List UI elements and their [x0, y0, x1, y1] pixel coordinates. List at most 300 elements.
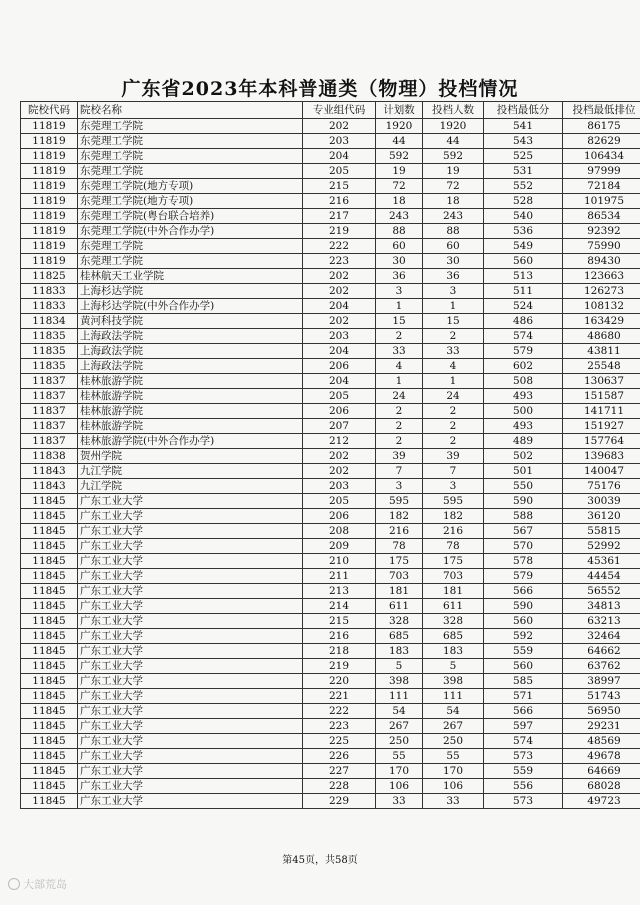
cell-admitted-count: 267 — [423, 719, 484, 734]
cell-admitted-count: 170 — [423, 764, 484, 779]
cell-plan-count: 703 — [376, 569, 423, 584]
cell-group-code: 218 — [303, 644, 376, 659]
cell-group-code: 203 — [303, 479, 376, 494]
table-row — [21, 434, 640, 449]
cell-min-score: 486 — [484, 314, 563, 329]
cell-school-code: 11838 — [21, 449, 78, 464]
table-row — [21, 674, 640, 689]
cell-school-name: 广东工业大学 — [78, 539, 303, 554]
cell-plan-count: 243 — [376, 209, 423, 224]
cell-admitted-count: 7 — [423, 464, 484, 479]
table-row — [21, 599, 640, 614]
cell-group-code: 212 — [303, 434, 376, 449]
header-admitted-count: 投档人数 — [423, 102, 484, 119]
cell-school-code: 11835 — [21, 359, 78, 374]
cell-school-name: 桂林旅游学院 — [78, 419, 303, 434]
table-row — [21, 119, 640, 134]
cell-admitted-count: 36 — [423, 269, 484, 284]
cell-admitted-count: 5 — [423, 659, 484, 674]
cell-min-rank: 92392 — [563, 224, 640, 239]
cell-min-score: 493 — [484, 389, 563, 404]
cell-min-rank: 157764 — [563, 434, 640, 449]
cell-min-score: 571 — [484, 689, 563, 704]
cell-plan-count: 685 — [376, 629, 423, 644]
cell-min-score: 585 — [484, 674, 563, 689]
cell-admitted-count: 3 — [423, 284, 484, 299]
cell-plan-count: 595 — [376, 494, 423, 509]
cell-school-code: 11819 — [21, 239, 78, 254]
cell-min-score: 525 — [484, 149, 563, 164]
cell-min-score: 573 — [484, 749, 563, 764]
cell-plan-count: 18 — [376, 194, 423, 209]
cell-plan-count: 24 — [376, 389, 423, 404]
cell-group-code: 204 — [303, 299, 376, 314]
header-plan-count: 计划数 — [376, 102, 423, 119]
cell-admitted-count: 72 — [423, 179, 484, 194]
table-row — [21, 719, 640, 734]
cell-min-rank: 64662 — [563, 644, 640, 659]
cell-school-name: 广东工业大学 — [78, 509, 303, 524]
cell-group-code: 204 — [303, 374, 376, 389]
cell-min-score: 579 — [484, 569, 563, 584]
cell-school-name: 广东工业大学 — [78, 734, 303, 749]
cell-min-rank: 52992 — [563, 539, 640, 554]
cell-min-rank: 82629 — [563, 134, 640, 149]
cell-min-score: 559 — [484, 764, 563, 779]
cell-admitted-count: 39 — [423, 449, 484, 464]
cell-group-code: 222 — [303, 239, 376, 254]
cell-admitted-count: 15 — [423, 314, 484, 329]
cell-min-score: 549 — [484, 239, 563, 254]
cell-min-score: 540 — [484, 209, 563, 224]
cell-admitted-count: 106 — [423, 779, 484, 794]
table-row — [21, 554, 640, 569]
table-row — [21, 464, 640, 479]
cell-school-name: 广东工业大学 — [78, 644, 303, 659]
page-title: 广东省2023年本科普通类（物理）投档情况 — [121, 78, 519, 100]
cell-group-code: 202 — [303, 119, 376, 134]
cell-min-score: 528 — [484, 194, 563, 209]
cell-min-rank: 49678 — [563, 749, 640, 764]
cell-school-name: 广东工业大学 — [78, 779, 303, 794]
cell-admitted-count: 1 — [423, 374, 484, 389]
cell-admitted-count: 88 — [423, 224, 484, 239]
cell-min-rank: 49723 — [563, 794, 640, 809]
cell-admitted-count: 78 — [423, 539, 484, 554]
table-row — [21, 749, 640, 764]
cell-school-name: 广东工业大学 — [78, 614, 303, 629]
cell-admitted-count: 3 — [423, 479, 484, 494]
cell-school-code: 11845 — [21, 539, 78, 554]
cell-school-code: 11845 — [21, 794, 78, 809]
cell-admitted-count: 175 — [423, 554, 484, 569]
cell-min-rank: 72184 — [563, 179, 640, 194]
cell-min-score: 501 — [484, 464, 563, 479]
cell-min-rank: 68028 — [563, 779, 640, 794]
cell-min-rank: 25548 — [563, 359, 640, 374]
cell-admitted-count: 19 — [423, 164, 484, 179]
cell-group-code: 216 — [303, 629, 376, 644]
cell-school-code: 11819 — [21, 179, 78, 194]
table-row — [21, 404, 640, 419]
cell-school-name: 广东工业大学 — [78, 584, 303, 599]
cell-plan-count: 181 — [376, 584, 423, 599]
cell-admitted-count: 54 — [423, 704, 484, 719]
cell-admitted-count: 328 — [423, 614, 484, 629]
cell-min-score: 560 — [484, 254, 563, 269]
cell-plan-count: 3 — [376, 479, 423, 494]
header-group-code: 专业组代码 — [303, 102, 376, 119]
cell-school-code: 11835 — [21, 344, 78, 359]
cell-min-score: 541 — [484, 119, 563, 134]
cell-school-code: 11845 — [21, 734, 78, 749]
cell-school-code: 11845 — [21, 689, 78, 704]
table-row — [21, 584, 640, 599]
cell-admitted-count: 216 — [423, 524, 484, 539]
cell-min-rank: 141711 — [563, 404, 640, 419]
cell-min-rank: 56552 — [563, 584, 640, 599]
table-row — [21, 734, 640, 749]
cell-school-name: 东莞理工学院(中外合作办学) — [78, 224, 303, 239]
cell-admitted-count: 30 — [423, 254, 484, 269]
cell-school-code: 11845 — [21, 494, 78, 509]
table-row — [21, 164, 640, 179]
cell-admitted-count: 1920 — [423, 119, 484, 134]
cell-min-score: 574 — [484, 329, 563, 344]
cell-school-code: 11837 — [21, 434, 78, 449]
cell-plan-count: 5 — [376, 659, 423, 674]
cell-school-code: 11819 — [21, 149, 78, 164]
cell-min-rank: 29231 — [563, 719, 640, 734]
cell-school-code: 11819 — [21, 209, 78, 224]
cell-school-code: 11845 — [21, 599, 78, 614]
cell-min-rank: 38997 — [563, 674, 640, 689]
cell-plan-count: 2 — [376, 419, 423, 434]
cell-group-code: 204 — [303, 149, 376, 164]
cell-group-code: 206 — [303, 509, 376, 524]
cell-school-code: 11845 — [21, 509, 78, 524]
cell-min-score: 531 — [484, 164, 563, 179]
cell-school-code: 11833 — [21, 284, 78, 299]
table-row — [21, 134, 640, 149]
cell-group-code: 227 — [303, 764, 376, 779]
table-row — [21, 179, 640, 194]
cell-admitted-count: 243 — [423, 209, 484, 224]
cell-plan-count: 611 — [376, 599, 423, 614]
cell-min-score: 500 — [484, 404, 563, 419]
header-school-code: 院校代码 — [21, 102, 78, 119]
cell-admitted-count: 183 — [423, 644, 484, 659]
cell-min-rank: 63762 — [563, 659, 640, 674]
cell-plan-count: 267 — [376, 719, 423, 734]
cell-min-rank: 163429 — [563, 314, 640, 329]
cell-group-code: 225 — [303, 734, 376, 749]
cell-group-code: 221 — [303, 689, 376, 704]
header-school-name: 院校名称 — [78, 102, 303, 119]
table-row — [21, 449, 640, 464]
cell-school-code: 11819 — [21, 224, 78, 239]
cell-school-code: 11819 — [21, 119, 78, 134]
cell-plan-count: 175 — [376, 554, 423, 569]
cell-school-name: 上海杉达学院 — [78, 284, 303, 299]
cell-min-rank: 140047 — [563, 464, 640, 479]
cell-min-score: 590 — [484, 494, 563, 509]
cell-min-rank: 45361 — [563, 554, 640, 569]
cell-school-code: 11845 — [21, 764, 78, 779]
cell-min-rank: 32464 — [563, 629, 640, 644]
cell-min-score: 573 — [484, 794, 563, 809]
cell-min-score: 560 — [484, 614, 563, 629]
cell-group-code: 228 — [303, 779, 376, 794]
cell-min-rank: 63213 — [563, 614, 640, 629]
cell-admitted-count: 182 — [423, 509, 484, 524]
cell-school-name: 贺州学院 — [78, 449, 303, 464]
table-body — [21, 119, 640, 809]
cell-group-code: 205 — [303, 164, 376, 179]
cell-school-code: 11845 — [21, 719, 78, 734]
cell-plan-count: 183 — [376, 644, 423, 659]
cell-plan-count: 2 — [376, 329, 423, 344]
table-row — [21, 269, 640, 284]
cell-school-name: 东莞理工学院(粤台联合培养) — [78, 209, 303, 224]
cell-min-rank: 89430 — [563, 254, 640, 269]
table-row — [21, 194, 640, 209]
cell-school-name: 东莞理工学院(地方专项) — [78, 194, 303, 209]
cell-school-name: 桂林旅游学院(中外合作办学) — [78, 434, 303, 449]
cell-group-code: 229 — [303, 794, 376, 809]
cell-school-name: 桂林航天工业学院 — [78, 269, 303, 284]
cell-plan-count: 398 — [376, 674, 423, 689]
cell-admitted-count: 2 — [423, 329, 484, 344]
cell-admitted-count: 33 — [423, 344, 484, 359]
cell-min-rank: 44454 — [563, 569, 640, 584]
cell-min-score: 552 — [484, 179, 563, 194]
cell-school-name: 上海杉达学院(中外合作办学) — [78, 299, 303, 314]
cell-school-code: 11845 — [21, 704, 78, 719]
cell-group-code: 202 — [303, 314, 376, 329]
cell-admitted-count: 44 — [423, 134, 484, 149]
cell-min-score: 590 — [484, 599, 563, 614]
cell-school-code: 11845 — [21, 644, 78, 659]
cell-school-name: 桂林旅游学院 — [78, 404, 303, 419]
cell-group-code: 205 — [303, 389, 376, 404]
header-min-score: 投档最低分 — [484, 102, 563, 119]
cell-school-name: 广东工业大学 — [78, 794, 303, 809]
cell-group-code: 213 — [303, 584, 376, 599]
cell-plan-count: 55 — [376, 749, 423, 764]
cell-group-code: 223 — [303, 719, 376, 734]
cell-admitted-count: 111 — [423, 689, 484, 704]
cell-plan-count: 2 — [376, 404, 423, 419]
cell-school-code: 11819 — [21, 254, 78, 269]
cell-admitted-count: 611 — [423, 599, 484, 614]
table-row — [21, 614, 640, 629]
table-row — [21, 509, 640, 524]
cell-school-name: 广东工业大学 — [78, 629, 303, 644]
table-row — [21, 314, 640, 329]
cell-plan-count: 33 — [376, 794, 423, 809]
table-row — [21, 494, 640, 509]
table-header-row — [21, 102, 640, 119]
cell-min-score: 550 — [484, 479, 563, 494]
cell-school-name: 九江学院 — [78, 464, 303, 479]
cell-plan-count: 44 — [376, 134, 423, 149]
cell-min-rank: 106434 — [563, 149, 640, 164]
cell-plan-count: 3 — [376, 284, 423, 299]
cell-plan-count: 592 — [376, 149, 423, 164]
cell-group-code: 222 — [303, 704, 376, 719]
cell-admitted-count: 55 — [423, 749, 484, 764]
cell-school-code: 11833 — [21, 299, 78, 314]
cell-admitted-count: 24 — [423, 389, 484, 404]
table-row — [21, 524, 640, 539]
cell-admitted-count: 595 — [423, 494, 484, 509]
cell-admitted-count: 685 — [423, 629, 484, 644]
cell-plan-count: 182 — [376, 509, 423, 524]
cell-min-score: 556 — [484, 779, 563, 794]
table-row — [21, 254, 640, 269]
cell-group-code: 205 — [303, 494, 376, 509]
cell-min-rank: 123663 — [563, 269, 640, 284]
cell-school-code: 11845 — [21, 659, 78, 674]
cell-school-name: 东莞理工学院 — [78, 149, 303, 164]
cell-school-code: 11835 — [21, 329, 78, 344]
cell-group-code: 208 — [303, 524, 376, 539]
cell-school-name: 广东工业大学 — [78, 764, 303, 779]
cell-min-score: 511 — [484, 284, 563, 299]
cell-min-score: 543 — [484, 134, 563, 149]
cell-school-name: 广东工业大学 — [78, 524, 303, 539]
cell-school-name: 广东工业大学 — [78, 704, 303, 719]
cell-min-rank: 36120 — [563, 509, 640, 524]
cell-school-name: 桂林旅游学院 — [78, 389, 303, 404]
table-row — [21, 389, 640, 404]
cell-school-code: 11837 — [21, 419, 78, 434]
cell-min-score: 489 — [484, 434, 563, 449]
cell-school-code: 11845 — [21, 629, 78, 644]
cell-admitted-count: 181 — [423, 584, 484, 599]
cell-school-name: 九江学院 — [78, 479, 303, 494]
cell-plan-count: 60 — [376, 239, 423, 254]
cell-plan-count: 111 — [376, 689, 423, 704]
cell-group-code: 203 — [303, 329, 376, 344]
cell-school-code: 11845 — [21, 614, 78, 629]
table-row — [21, 149, 640, 164]
cell-school-code: 11845 — [21, 569, 78, 584]
cell-admitted-count: 250 — [423, 734, 484, 749]
cell-min-score: 578 — [484, 554, 563, 569]
cell-admitted-count: 1 — [423, 299, 484, 314]
cell-school-name: 东莞理工学院 — [78, 239, 303, 254]
cell-group-code: 209 — [303, 539, 376, 554]
cell-min-score: 513 — [484, 269, 563, 284]
cell-plan-count: 216 — [376, 524, 423, 539]
cell-group-code: 203 — [303, 134, 376, 149]
cell-school-name: 广东工业大学 — [78, 554, 303, 569]
cell-school-code: 11845 — [21, 584, 78, 599]
cell-min-score: 579 — [484, 344, 563, 359]
cell-admitted-count: 2 — [423, 419, 484, 434]
cell-plan-count: 33 — [376, 344, 423, 359]
cell-group-code: 219 — [303, 224, 376, 239]
cell-school-code: 11819 — [21, 134, 78, 149]
cell-group-code: 202 — [303, 449, 376, 464]
cell-min-rank: 55815 — [563, 524, 640, 539]
cell-group-code: 226 — [303, 749, 376, 764]
cell-min-score: 508 — [484, 374, 563, 389]
cell-min-score: 567 — [484, 524, 563, 539]
cell-school-code: 11845 — [21, 554, 78, 569]
table-row — [21, 764, 640, 779]
cell-min-rank: 43811 — [563, 344, 640, 359]
cell-min-score: 566 — [484, 704, 563, 719]
cell-min-score: 574 — [484, 734, 563, 749]
cell-min-rank: 108132 — [563, 299, 640, 314]
cell-plan-count: 19 — [376, 164, 423, 179]
table-row — [21, 569, 640, 584]
cell-admitted-count: 18 — [423, 194, 484, 209]
cell-admitted-count: 4 — [423, 359, 484, 374]
table-row — [21, 224, 640, 239]
admissions-table — [20, 101, 640, 809]
cell-min-score: 536 — [484, 224, 563, 239]
cell-min-score: 559 — [484, 644, 563, 659]
cell-min-rank: 48680 — [563, 329, 640, 344]
cell-min-score: 602 — [484, 359, 563, 374]
cell-min-score: 566 — [484, 584, 563, 599]
cell-plan-count: 54 — [376, 704, 423, 719]
cell-school-code: 11819 — [21, 164, 78, 179]
cell-min-score: 597 — [484, 719, 563, 734]
cell-school-name: 东莞理工学院 — [78, 164, 303, 179]
cell-school-name: 广东工业大学 — [78, 719, 303, 734]
cell-school-name: 广东工业大学 — [78, 749, 303, 764]
cell-min-rank: 86175 — [563, 119, 640, 134]
cell-min-score: 524 — [484, 299, 563, 314]
cell-group-code: 207 — [303, 419, 376, 434]
cell-school-code: 11843 — [21, 479, 78, 494]
cell-plan-count: 7 — [376, 464, 423, 479]
cell-min-score: 560 — [484, 659, 563, 674]
cell-admitted-count: 33 — [423, 794, 484, 809]
cell-min-rank: 86534 — [563, 209, 640, 224]
cell-school-name: 东莞理工学院 — [78, 254, 303, 269]
cell-school-code: 11834 — [21, 314, 78, 329]
cell-min-rank: 30039 — [563, 494, 640, 509]
cell-min-rank: 64669 — [563, 764, 640, 779]
cell-min-rank: 51743 — [563, 689, 640, 704]
cell-min-score: 592 — [484, 629, 563, 644]
table-row — [21, 299, 640, 314]
table-row — [21, 284, 640, 299]
table-row — [21, 344, 640, 359]
table-row — [21, 644, 640, 659]
cell-min-rank: 126273 — [563, 284, 640, 299]
cell-plan-count: 72 — [376, 179, 423, 194]
cell-group-code: 217 — [303, 209, 376, 224]
cell-school-code: 11837 — [21, 389, 78, 404]
cell-school-code: 11819 — [21, 194, 78, 209]
cell-min-score: 502 — [484, 449, 563, 464]
cell-school-name: 上海政法学院 — [78, 329, 303, 344]
cell-school-code: 11837 — [21, 374, 78, 389]
cell-plan-count: 250 — [376, 734, 423, 749]
table-row — [21, 794, 640, 809]
cell-school-name: 广东工业大学 — [78, 599, 303, 614]
cell-school-name: 广东工业大学 — [78, 494, 303, 509]
cell-group-code: 206 — [303, 404, 376, 419]
cell-school-name: 黄河科技学院 — [78, 314, 303, 329]
